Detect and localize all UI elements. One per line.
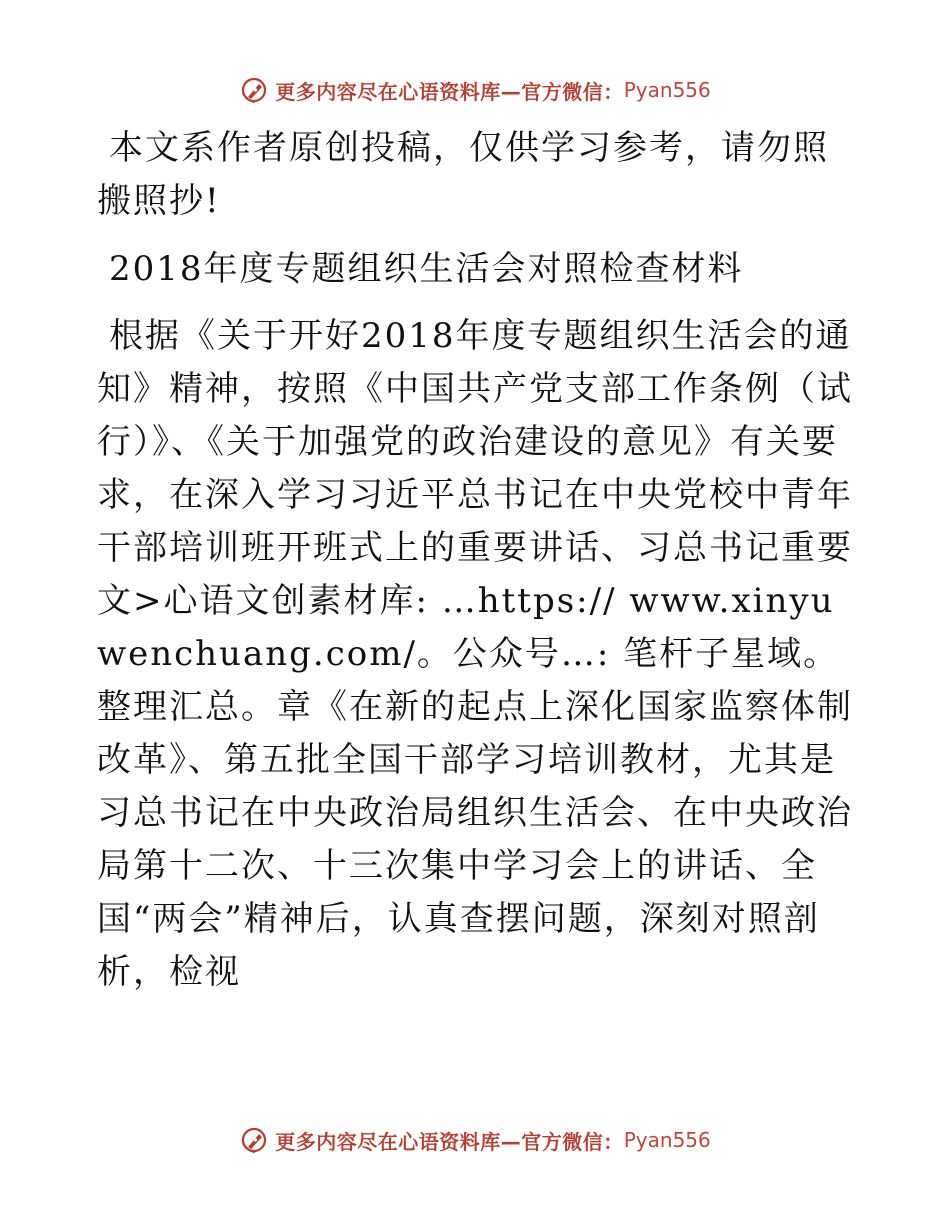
document-content	[97, 122, 857, 999]
pen-nib-logo-icon	[239, 75, 269, 105]
banner-text: 更多内容尽在心语资料库—官方微信：	[275, 79, 624, 104]
banner-wechat-id: Pyan556	[623, 1128, 711, 1152]
footer-banner	[0, 1120, 950, 1160]
banner-text: 更多内容尽在心语资料库—官方微信：	[275, 1129, 624, 1154]
document-title: 2018年度专题组织生活会对照检查材料	[109, 249, 744, 289]
header-banner	[0, 70, 950, 110]
banner-wechat-id: Pyan556	[623, 78, 711, 102]
body-paragraph: 根据《关于开好2018年度专题组织生活会的通知》精神，按照《中国共产党支部工作条例（试行）》、《关于加强党的政治建设的意见》有关要求，在深入学习习近平总书记在中央党校中青年干部培训班开班式上的重要讲话、习总书记重要文>心语文创素材库: …https:// www.xinyuwenchuang.com/。公众号…: 笔杆子星域。整理汇总。章《在新的起点上深化国家监察体制改革》、第五批全国干部学习培训教材，尤其是习总书记在中央政治局组织生活会、在中央政治局第十二次、十三次集中学习会上的讲话、全国“两会”精神后，认真查摆问题，深刻对照剖析，检视	[97, 316, 853, 992]
notice-text: 本文系作者原创投稿，仅供学习参考，请勿照搬照抄!	[97, 128, 829, 221]
pen-nib-logo-icon	[239, 1125, 269, 1155]
